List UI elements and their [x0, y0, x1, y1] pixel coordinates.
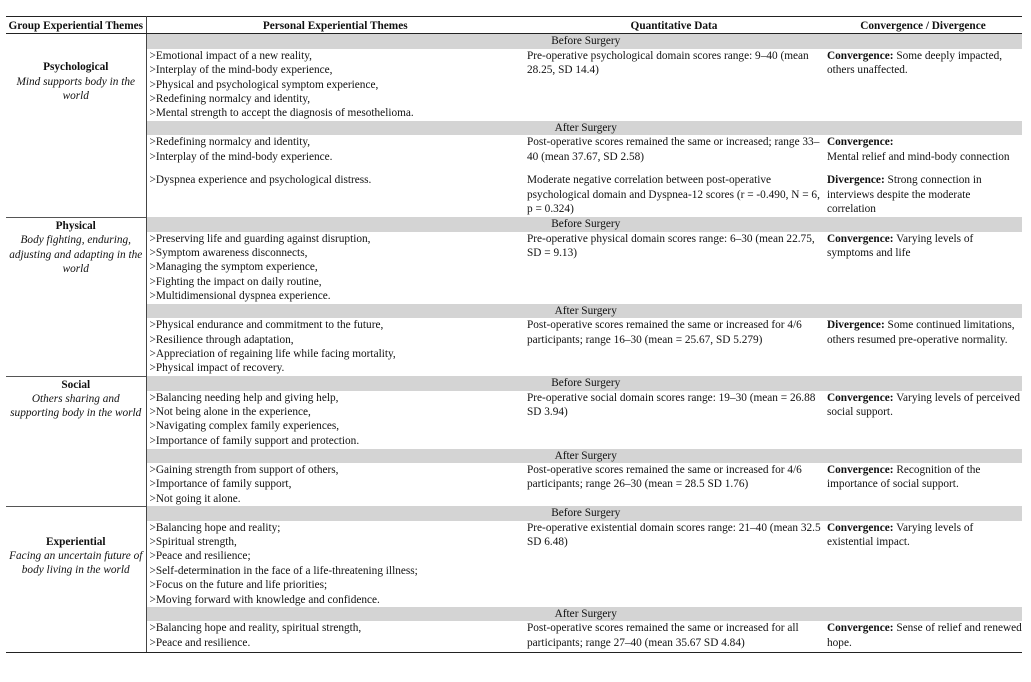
- header-personal-themes: Personal Experiential Themes: [146, 17, 524, 34]
- personal-themes-cell: [146, 463, 524, 506]
- personal-themes-cell: [146, 318, 524, 376]
- group-description: Facing an uncertain future of body living in the world: [9, 550, 143, 577]
- theme-item: >Importance of family support and protection.: [149, 434, 360, 447]
- theme-item: >Balancing hope and reality;: [149, 521, 281, 534]
- convergence-cell: [824, 521, 1022, 607]
- convergence-cell: [824, 621, 1022, 652]
- theme-item: >Not going it alone.: [149, 492, 241, 505]
- convergence-text: Varying levels of symptoms and life: [827, 232, 974, 260]
- convergence-label: Convergence:: [827, 391, 894, 404]
- band-after-surgery: After Surgery: [146, 304, 1022, 318]
- band-before-surgery: Before Surgery: [146, 376, 1022, 390]
- personal-themes-cell: [146, 232, 524, 304]
- convergence-label: Convergence:: [827, 622, 894, 635]
- theme-item: >Peace and resilience;: [149, 550, 251, 563]
- theme-item: >Balancing needing help and giving help,: [149, 391, 339, 404]
- theme-item: >Managing the symptom experience,: [149, 261, 318, 274]
- table-row: [6, 135, 1022, 173]
- results-table: [6, 16, 1022, 653]
- theme-item: >Physical and psychological symptom experience,: [149, 78, 379, 91]
- group-name: Physical: [55, 219, 96, 232]
- band-after-surgery: After Surgery: [146, 449, 1022, 463]
- quantitative-cell: Post-operative scores remained the same or increased for all participants; range 27–40 (mean 35.67 SD 4.84): [524, 621, 824, 652]
- group-name: Experiential: [45, 535, 106, 548]
- band-after-surgery: After Surgery: [146, 607, 1022, 621]
- quantitative-cell: Post-operative scores remained the same or increased; range 33–40 (mean 37.67, SD 2.58): [527, 136, 820, 163]
- theme-item: >Resilience through adaptation,: [149, 333, 294, 346]
- convergence-text: Varying levels of existential impact.: [827, 521, 974, 548]
- theme-item: >Redefining normalcy and identity,: [149, 93, 311, 106]
- theme-item: >Mental strength to accept the diagnosis of mesothelioma.: [149, 107, 414, 120]
- group-psychological: [6, 34, 146, 217]
- header-quantitative-data: Quantitative Data: [524, 17, 824, 34]
- group-name: Social: [61, 378, 91, 391]
- band-after-surgery: After Surgery: [146, 121, 1022, 135]
- quantitative-cell: Pre-operative physical domain scores range: 6–30 (mean 22.75, SD = 9.13): [527, 232, 815, 260]
- theme-item: >Interplay of the mind-body experience.: [149, 150, 333, 163]
- table-row: [6, 49, 1022, 121]
- theme-item: >Multidimensional dyspnea experience.: [149, 290, 331, 303]
- convergence-cell: [824, 49, 1022, 121]
- personal-themes-cell: [146, 621, 524, 652]
- table-row: [6, 521, 1022, 607]
- convergence-label: Convergence:: [827, 463, 894, 476]
- group-description: Mind supports body in the world: [16, 75, 136, 103]
- personal-themes-cell: [146, 135, 524, 173]
- theme-item: >Not being alone in the experience,: [149, 405, 311, 418]
- convergence-cell: [824, 318, 1022, 376]
- table-row: [6, 391, 1022, 449]
- theme-item: >Interplay of the mind-body experience,: [149, 64, 333, 77]
- convergence-label: Convergence:: [827, 49, 894, 62]
- theme-item: >Balancing hope and reality, spiritual strength,: [149, 622, 362, 635]
- divergence-label: Divergence:: [827, 319, 885, 332]
- header-group-themes: Group Experiential Themes: [6, 17, 146, 34]
- convergence-label: Convergence:: [827, 136, 894, 149]
- header-convergence-divergence: Convergence / Divergence: [824, 17, 1022, 34]
- group-physical: [6, 217, 146, 376]
- theme-item: >Spiritual strength,: [149, 535, 237, 548]
- theme-item: >Preserving life and guarding against disruption,: [149, 232, 371, 245]
- band-before-surgery: Before Surgery: [146, 506, 1022, 520]
- theme-item: >Gaining strength from support of others,: [149, 463, 339, 476]
- divergence-label: Divergence:: [827, 174, 885, 187]
- theme-item: >Emotional impact of a new reality,: [149, 49, 312, 62]
- convergence-cell: [824, 463, 1022, 506]
- table-row: [6, 318, 1022, 376]
- convergence-cell: [824, 232, 1022, 304]
- theme-item: >Importance of family support,: [149, 478, 292, 491]
- convergence-cell: [824, 135, 1022, 173]
- theme-item: >Physical impact of recovery.: [149, 362, 285, 375]
- theme-item: >Navigating complex family experiences,: [149, 420, 340, 433]
- table-row: [6, 463, 1022, 506]
- theme-item: >Dyspnea experience and psychological distress.: [149, 174, 372, 187]
- quantitative-cell: Pre-operative psychological domain scores range: 9–40 (mean 28.25, SD 14.4): [527, 49, 809, 77]
- group-social: [6, 376, 146, 506]
- table-row: [6, 232, 1022, 304]
- convergence-text: Mental relief and mind-body connection: [827, 150, 1010, 163]
- personal-themes-cell: [146, 521, 524, 607]
- theme-item: >Moving forward with knowledge and confidence.: [149, 593, 380, 606]
- group-experiential: [6, 506, 146, 652]
- group-description: Body fighting, enduring, adjusting and adapting in the world: [9, 234, 143, 275]
- quantitative-cell: Post-operative scores remained the same or increased for 4/6 participants; range 16–30 (mean = 25.67, SD 5.279): [527, 319, 802, 346]
- theme-item: >Physical endurance and commitment to the future,: [149, 319, 384, 332]
- convergence-label: Convergence:: [827, 232, 894, 245]
- convergence-label: Convergence:: [827, 521, 894, 534]
- band-before-surgery: Before Surgery: [146, 217, 1022, 231]
- convergence-cell: [824, 173, 1022, 217]
- convergence-text: Recognition of the importance of social support.: [827, 463, 981, 491]
- quantitative-cell: Post-operative scores remained the same or increased for 4/6 participants; range 26–30 (mean = 28.5 SD 1.76): [527, 463, 802, 491]
- theme-item: >Redefining normalcy and identity,: [149, 136, 311, 149]
- personal-themes-cell: [146, 49, 524, 121]
- convergence-cell: [824, 391, 1022, 449]
- personal-themes-cell: [146, 173, 524, 217]
- convergence-text: Sense of relief and renewed hope.: [827, 622, 1022, 649]
- personal-themes-cell: [146, 391, 524, 449]
- group-description: Others sharing and supporting body in the world: [10, 393, 142, 420]
- table-row: [6, 173, 1022, 217]
- convergence-text: Some continued limitations, others resumed pre-operative normality.: [827, 319, 1015, 346]
- theme-item: >Fighting the impact on daily routine,: [149, 275, 322, 288]
- quantitative-cell: Pre-operative social domain scores range: 19–30 (mean = 26.88 SD 3.94): [527, 391, 816, 418]
- table-row: [6, 621, 1022, 652]
- quantitative-cell: Pre-operative existential domain scores range: 21–40 (mean 32.5 SD 6.48): [527, 521, 821, 548]
- theme-item: >Appreciation of regaining life while facing mortality,: [149, 347, 396, 360]
- theme-item: >Focus on the future and life priorities;: [149, 579, 328, 592]
- theme-item: >Self-determination in the face of a life-threatening illness;: [149, 564, 418, 577]
- convergence-text: Some deeply impacted, others unaffected.: [827, 49, 1003, 77]
- band-before-surgery: Before Surgery: [146, 34, 1022, 49]
- convergence-text: Strong connection in interviews despite the moderate correlation: [827, 174, 982, 216]
- theme-item: >Symptom awareness disconnects,: [149, 247, 308, 260]
- quantitative-cell: Moderate negative correlation between post-operative psychological domain and Dyspnea-12 scores (r = -0.490, N = 6, p = 0.324): [527, 174, 820, 216]
- group-name: Psychological: [43, 61, 109, 74]
- convergence-text: Varying levels of perceived social support.: [827, 391, 1021, 418]
- theme-item: >Peace and resilience.: [149, 636, 251, 649]
